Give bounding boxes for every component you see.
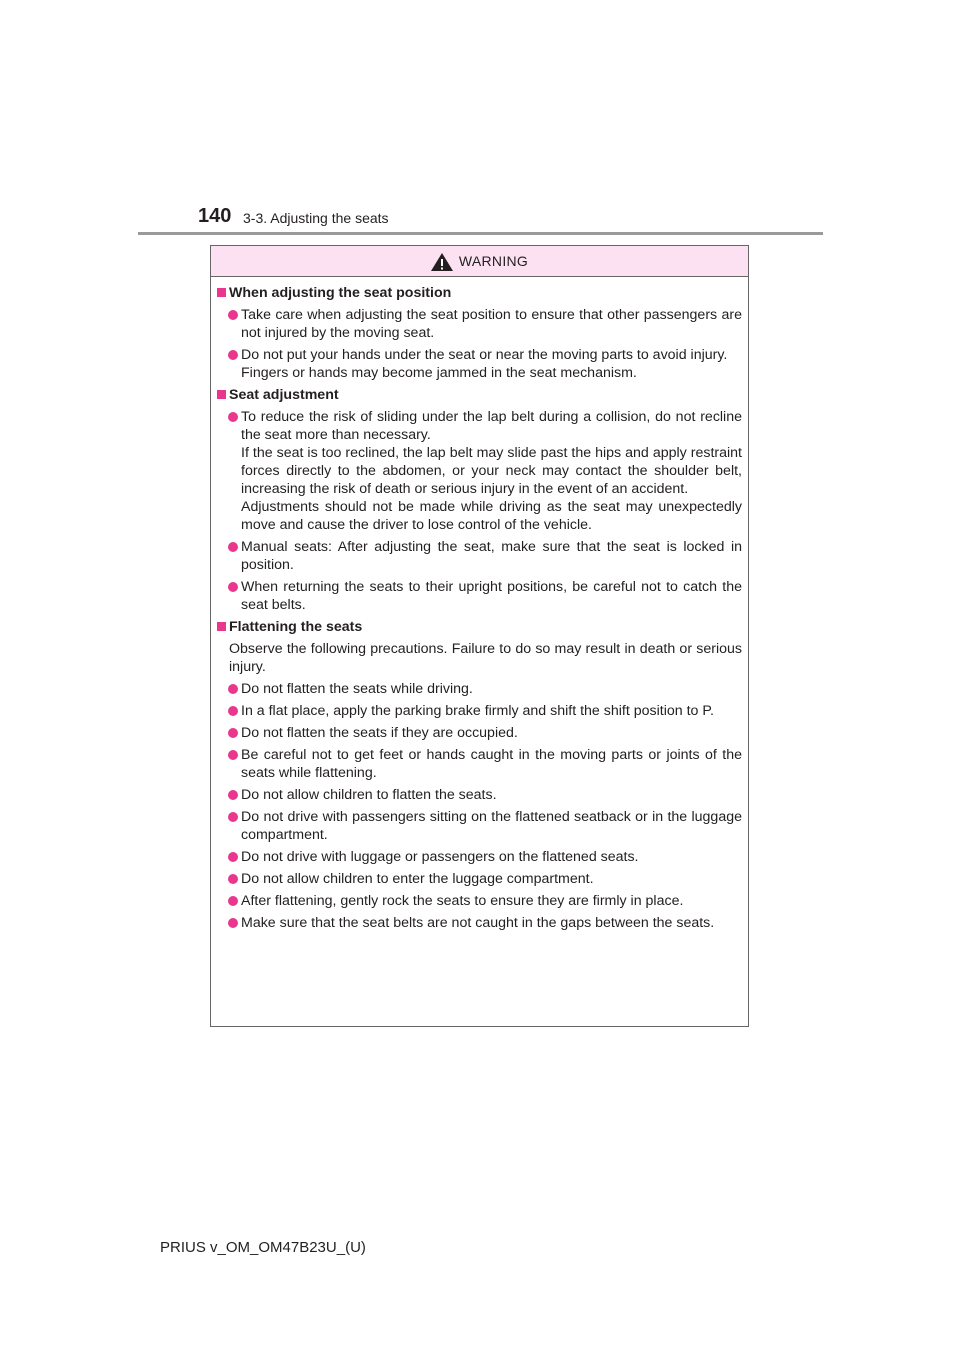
square-bullet-icon (217, 288, 226, 297)
item-text: Do not put your hands under the seat or near the moving parts to avoid injury. (241, 347, 728, 363)
item-text: Manual seats: After adjusting the seat, make sure that the seat is locked in position. (241, 539, 742, 573)
document-code: PRIUS v_OM_OM47B23U_(U) (160, 1239, 366, 1256)
round-bullet-icon (228, 582, 238, 592)
page-number: 140 (198, 205, 232, 227)
section-heading-text: Seat adjustment (229, 387, 339, 403)
warning-item (217, 306, 742, 342)
warning-item (217, 724, 742, 742)
round-bullet-icon (228, 750, 238, 760)
round-bullet-icon (228, 896, 238, 906)
warning-item (217, 786, 742, 804)
round-bullet-icon (228, 684, 238, 694)
section-title: 3-3. Adjusting the seats (243, 210, 389, 226)
warning-item (217, 746, 742, 782)
item-text: Do not drive with luggage or passengers on the flattened seats. (241, 849, 639, 865)
item-text: If the seat is too reclined, the lap belt may slide past the hips and apply restraint forces directly to the abdomen, or your neck may contact the shoulder belt, increasing the risk of death or serious injury in the event of an accident. (241, 445, 742, 497)
header-rule (138, 232, 823, 235)
warning-triangle-icon (431, 253, 453, 271)
item-text: Be careful not to get feet or hands caught in the moving parts or joints of the seats while flattening. (241, 747, 742, 781)
round-bullet-icon (228, 918, 238, 928)
warning-item (217, 578, 742, 614)
section-heading-text: Flattening the seats (229, 619, 363, 635)
warning-item (217, 914, 742, 932)
round-bullet-icon (228, 728, 238, 738)
warning-item (217, 702, 742, 720)
item-text: Do not flatten the seats if they are occupied. (241, 725, 518, 741)
round-bullet-icon (228, 350, 238, 360)
item-text: Fingers or hands may become jammed in the seat mechanism. (241, 365, 637, 381)
warning-item (217, 808, 742, 844)
warning-item (217, 538, 742, 574)
section-heading (217, 386, 742, 404)
round-bullet-icon (228, 874, 238, 884)
item-text: After flattening, gently rock the seats to ensure they are firmly in place. (241, 893, 684, 909)
square-bullet-icon (217, 622, 226, 631)
warning-item (217, 892, 742, 910)
square-bullet-icon (217, 390, 226, 399)
warning-item (217, 346, 742, 382)
round-bullet-icon (228, 412, 238, 422)
item-text: In a flat place, apply the parking brake firmly and shift the shift position to P. (241, 703, 714, 719)
warning-item (217, 870, 742, 888)
warning-item (217, 680, 742, 698)
section-intro: Observe the following precautions. Failure to do so may result in death or serious injury. (229, 641, 742, 675)
item-text: Take care when adjusting the seat position to ensure that other passengers are not injured by the moving seat. (241, 307, 742, 341)
warning-section (217, 284, 742, 382)
warning-item (217, 408, 742, 534)
warning-header (211, 246, 748, 277)
item-text: Make sure that the seat belts are not caught in the gaps between the seats. (241, 915, 715, 931)
round-bullet-icon (228, 790, 238, 800)
section-heading (217, 284, 742, 302)
item-text: To reduce the risk of sliding under the lap belt during a collision, do not recline the seat more than necessary. (241, 409, 742, 443)
warning-section (217, 386, 742, 614)
warning-body (211, 277, 748, 932)
item-text: Adjustments should not be made while driving as the seat may unexpectedly move and cause the driver to lose control of the vehicle. (241, 499, 742, 533)
warning-box (210, 245, 749, 1027)
section-heading-text: When adjusting the seat position (229, 285, 452, 301)
round-bullet-icon (228, 310, 238, 320)
item-text: When returning the seats to their upright positions, be careful not to catch the seat belts. (241, 579, 742, 613)
item-text: Do not allow children to flatten the seats. (241, 787, 497, 803)
warning-section (217, 618, 742, 932)
round-bullet-icon (228, 542, 238, 552)
warning-label: WARNING (458, 253, 529, 269)
section-heading (217, 618, 742, 636)
page-header (198, 204, 828, 234)
item-text: Do not flatten the seats while driving. (241, 681, 473, 697)
warning-item (217, 848, 742, 866)
round-bullet-icon (228, 706, 238, 716)
round-bullet-icon (228, 852, 238, 862)
item-text: Do not allow children to enter the luggage compartment. (241, 871, 594, 887)
round-bullet-icon (228, 812, 238, 822)
item-text: Do not drive with passengers sitting on the flattened seatback or in the luggage compartment. (241, 809, 742, 843)
